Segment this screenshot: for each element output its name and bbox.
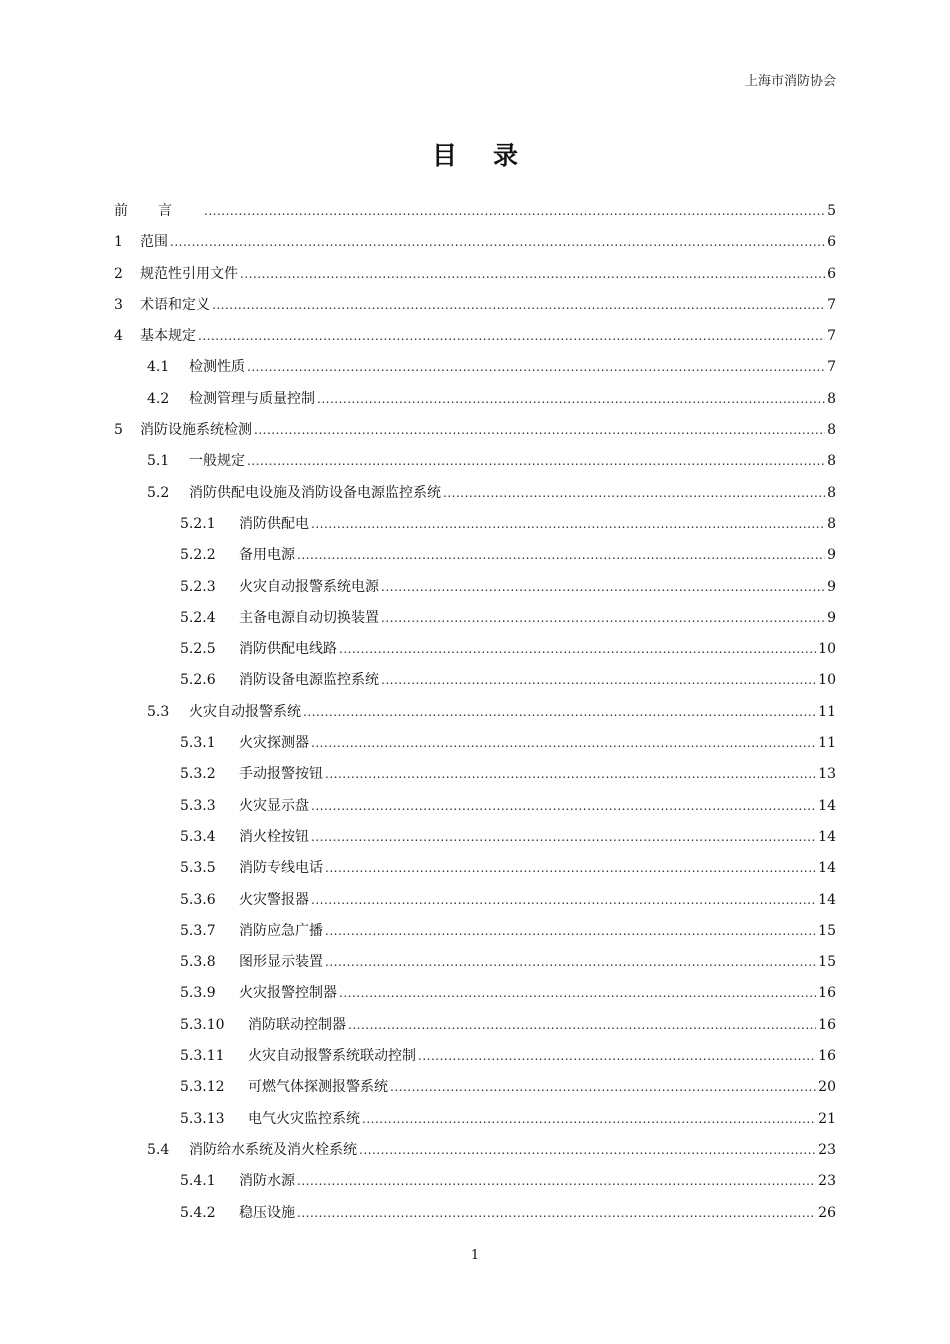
toc-dot-leader xyxy=(247,446,825,477)
toc-entry-label: 可燃气体探测报警系统 xyxy=(248,1079,388,1096)
toc-entry-number: 4.2 xyxy=(147,390,170,407)
toc-entry-page: 15 xyxy=(818,954,836,971)
toc-entry-number: 5.1 xyxy=(147,453,170,470)
toc-entry-label: 消防供配电设施及消防设备电源监控系统 xyxy=(189,484,441,501)
toc-dot-leader xyxy=(381,665,816,696)
toc-entry-label: 火灾自动报警系统 xyxy=(189,703,301,720)
toc-entry-number: 5.3.9 xyxy=(180,985,216,1002)
toc-entry[interactable] xyxy=(114,1010,836,1041)
page-number: 1 xyxy=(470,1248,480,1263)
toc-entry-label: 规范性引用文件 xyxy=(140,265,238,282)
toc-entry[interactable] xyxy=(114,978,836,1009)
toc-entry-number: 5.3.12 xyxy=(180,1079,225,1096)
toc-dot-leader xyxy=(339,634,816,665)
toc-entry-label: 火灾探测器 xyxy=(239,735,309,752)
toc-entry[interactable] xyxy=(114,603,836,634)
toc-entry-page: 10 xyxy=(818,672,836,689)
toc-entry-number: 5.3 xyxy=(147,703,170,720)
toc-entry-label: 消防水源 xyxy=(239,1173,295,1190)
toc-dot-leader xyxy=(325,947,816,978)
toc-entry-page: 8 xyxy=(827,422,836,439)
toc-entry[interactable] xyxy=(114,415,836,446)
toc-dot-leader xyxy=(381,572,825,603)
toc-entry-page: 26 xyxy=(818,1204,836,1221)
toc-entry[interactable] xyxy=(114,1104,836,1135)
toc-entry-number: 5.3.10 xyxy=(180,1016,225,1033)
toc-entry[interactable] xyxy=(114,853,836,884)
toc-entry-number: 5.2.3 xyxy=(180,578,216,595)
toc-dot-leader xyxy=(311,728,816,759)
toc-dot-leader xyxy=(390,1072,816,1103)
toc-entry-label: 消防设施系统检测 xyxy=(140,422,252,439)
toc-entry-page: 9 xyxy=(827,578,836,595)
toc-entry-label: 图形显示装置 xyxy=(239,954,323,971)
toc-entry-page: 5 xyxy=(827,203,836,219)
toc-entry-page: 16 xyxy=(818,985,836,1002)
toc-entry[interactable] xyxy=(114,697,836,728)
toc-entry[interactable] xyxy=(114,728,836,759)
toc-entry-page: 23 xyxy=(818,1141,836,1158)
toc-entry[interactable] xyxy=(114,259,836,290)
toc-entry-label: 消防专线电话 xyxy=(239,860,323,877)
toc-entry[interactable] xyxy=(114,1041,836,1072)
toc-entry[interactable] xyxy=(114,947,836,978)
toc-entry[interactable] xyxy=(114,321,836,352)
toc-entry-number: 5.3.11 xyxy=(180,1048,225,1065)
toc-dot-leader xyxy=(325,759,816,790)
toc-entry-label: 主备电源自动切换装置 xyxy=(239,609,379,626)
toc-entry-page: 20 xyxy=(818,1079,836,1096)
toc-entry[interactable] xyxy=(114,540,836,571)
toc-entry-number: 5.3.2 xyxy=(180,766,216,783)
toc-dot-leader xyxy=(362,1104,816,1135)
toc-entry-label: 备用电源 xyxy=(239,547,295,564)
toc-entry-page: 13 xyxy=(818,766,836,783)
toc-entry-number: 2 xyxy=(114,265,123,282)
toc-entry-number: 5.2.1 xyxy=(180,515,216,532)
toc-entry-page: 16 xyxy=(818,1048,836,1065)
toc-entry-label: 消防设备电源监控系统 xyxy=(239,672,379,689)
toc-entry-number: 5.3.4 xyxy=(180,828,216,845)
toc-entry-number: 5.3.7 xyxy=(180,922,216,939)
toc-entry[interactable] xyxy=(114,1166,836,1197)
toc-entry-number: 1 xyxy=(114,234,123,251)
toc-entry-number: 5.2.4 xyxy=(180,609,216,626)
toc-entry-page: 14 xyxy=(818,828,836,845)
toc-entry-page: 7 xyxy=(827,359,836,376)
toc-entry-label: 基本规定 xyxy=(140,328,196,345)
toc-entry-label: 消防应急广播 xyxy=(239,922,323,939)
toc-dot-leader xyxy=(381,603,825,634)
toc-entry-number: 5.2 xyxy=(147,484,170,501)
toc-entry[interactable] xyxy=(114,634,836,665)
toc-entry-page: 9 xyxy=(827,609,836,626)
toc-entry-page: 15 xyxy=(818,922,836,939)
toc-entry-number: 5.2.2 xyxy=(180,547,216,564)
toc-entry-page: 14 xyxy=(818,860,836,877)
toc-dot-leader xyxy=(359,1135,816,1166)
toc-dot-leader xyxy=(348,1010,816,1041)
toc-entry[interactable] xyxy=(114,791,836,822)
toc-entry-page: 7 xyxy=(827,296,836,313)
page-title: 目录 xyxy=(431,141,554,170)
toc-entry[interactable] xyxy=(114,916,836,947)
toc-entry-page: 10 xyxy=(818,641,836,658)
toc-entry-number: 5.3.1 xyxy=(180,735,216,752)
toc-dot-leader xyxy=(297,540,825,571)
toc-entry[interactable] xyxy=(114,290,836,321)
toc-entry-page: 8 xyxy=(827,453,836,470)
toc-entry-page: 14 xyxy=(818,797,836,814)
toc-entry-label: 消防供配电 xyxy=(239,515,309,532)
toc-dot-leader xyxy=(254,415,825,446)
toc-entry-page: 8 xyxy=(827,484,836,501)
toc-dot-leader xyxy=(247,352,825,383)
toc-dot-leader xyxy=(311,509,825,540)
toc-entry-page: 8 xyxy=(827,390,836,407)
toc-entry[interactable] xyxy=(114,446,836,477)
toc-entry-label: 火灾报警控制器 xyxy=(239,985,337,1002)
toc-entry-number: 3 xyxy=(114,296,123,313)
toc-entry[interactable] xyxy=(114,665,836,696)
toc-entry[interactable] xyxy=(114,1135,836,1166)
toc-entry-number: 5.3.13 xyxy=(180,1110,225,1127)
toc-entry-label: 电气火灾监控系统 xyxy=(248,1110,360,1127)
toc-entry-number: 5.2.5 xyxy=(180,641,216,658)
toc-entry-label: 消防供配电线路 xyxy=(239,641,337,658)
toc-entry-label: 消防联动控制器 xyxy=(248,1016,346,1033)
toc-dot-leader xyxy=(317,384,825,415)
toc-entry-number: 5.4.2 xyxy=(180,1204,216,1221)
toc-entry-label: 范围 xyxy=(140,234,168,251)
toc-entry-number: 5.3.8 xyxy=(180,954,216,971)
toc-entry[interactable] xyxy=(114,509,836,540)
toc-entry[interactable] xyxy=(114,478,836,509)
toc-dot-leader xyxy=(339,978,816,1009)
toc-entry[interactable] xyxy=(114,885,836,916)
toc-entry-page: 11 xyxy=(818,735,836,752)
toc-entry-label: 火灾警报器 xyxy=(239,891,309,908)
toc-dot-leader xyxy=(325,853,816,884)
toc-entry-label: 稳压设施 xyxy=(239,1204,295,1221)
toc-entry-page: 8 xyxy=(827,515,836,532)
toc-entry[interactable] xyxy=(114,822,836,853)
toc-entry-page: 16 xyxy=(818,1016,836,1033)
toc-entry-page: 11 xyxy=(818,703,836,720)
header-org: 上海市消防协会 xyxy=(744,74,836,89)
toc-entry-page: 23 xyxy=(818,1173,836,1190)
toc-dot-leader xyxy=(325,916,816,947)
toc-entry-number: 5.2.6 xyxy=(180,672,216,689)
toc-entry-number: 5.4.1 xyxy=(180,1173,216,1190)
toc-entry-number: 4 xyxy=(114,328,123,345)
toc-entry[interactable] xyxy=(114,1198,836,1229)
toc-entry-number: 4.1 xyxy=(147,359,170,376)
toc-dot-leader xyxy=(297,1166,816,1197)
toc-entry-number: 5 xyxy=(114,422,123,439)
toc-dot-leader xyxy=(311,822,816,853)
toc-entry-label: 一般规定 xyxy=(189,453,245,470)
toc-entry-label: 手动报警按钮 xyxy=(239,766,323,783)
toc-dot-leader xyxy=(303,697,816,728)
toc-entry-label: 检测管理与质量控制 xyxy=(189,390,315,407)
toc-entry-page: 6 xyxy=(827,234,836,251)
toc-dot-leader xyxy=(297,1198,816,1229)
toc-entry[interactable] xyxy=(114,759,836,790)
toc-entry-label: 检测性质 xyxy=(189,359,245,376)
toc-dot-leader xyxy=(311,791,816,822)
toc-entry-page: 9 xyxy=(827,547,836,564)
table-of-contents xyxy=(114,196,836,1229)
toc-entry-label: 消防给水系统及消火栓系统 xyxy=(189,1141,357,1158)
toc-entry[interactable] xyxy=(114,384,836,415)
toc-entry[interactable] xyxy=(114,572,836,603)
toc-entry-number: 5.3.6 xyxy=(180,891,216,908)
toc-entry-label: 术语和定义 xyxy=(140,296,210,313)
toc-entry-label: 前言 xyxy=(114,203,202,219)
toc-dot-leader xyxy=(443,478,825,509)
toc-entry[interactable] xyxy=(114,352,836,383)
toc-entry-page: 21 xyxy=(818,1110,836,1127)
toc-dot-leader xyxy=(204,196,825,227)
toc-dot-leader xyxy=(198,321,825,352)
toc-dot-leader xyxy=(170,227,825,258)
toc-entry-number: 5.4 xyxy=(147,1141,170,1158)
toc-dot-leader xyxy=(311,885,816,916)
toc-entry-label: 消火栓按钮 xyxy=(239,828,309,845)
toc-entry[interactable] xyxy=(114,227,836,258)
toc-dot-leader xyxy=(240,259,825,290)
toc-entry-number: 5.3.5 xyxy=(180,860,216,877)
toc-entry[interactable] xyxy=(114,196,836,227)
toc-entry-page: 7 xyxy=(827,328,836,345)
toc-dot-leader xyxy=(418,1041,816,1072)
toc-entry-label: 火灾自动报警系统电源 xyxy=(239,578,379,595)
toc-entry-page: 6 xyxy=(827,265,836,282)
toc-entry-label: 火灾自动报警系统联动控制 xyxy=(248,1048,416,1065)
toc-entry[interactable] xyxy=(114,1072,836,1103)
toc-entry-number: 5.3.3 xyxy=(180,797,216,814)
toc-entry-page: 14 xyxy=(818,891,836,908)
toc-dot-leader xyxy=(212,290,825,321)
toc-entry-label: 火灾显示盘 xyxy=(239,797,309,814)
